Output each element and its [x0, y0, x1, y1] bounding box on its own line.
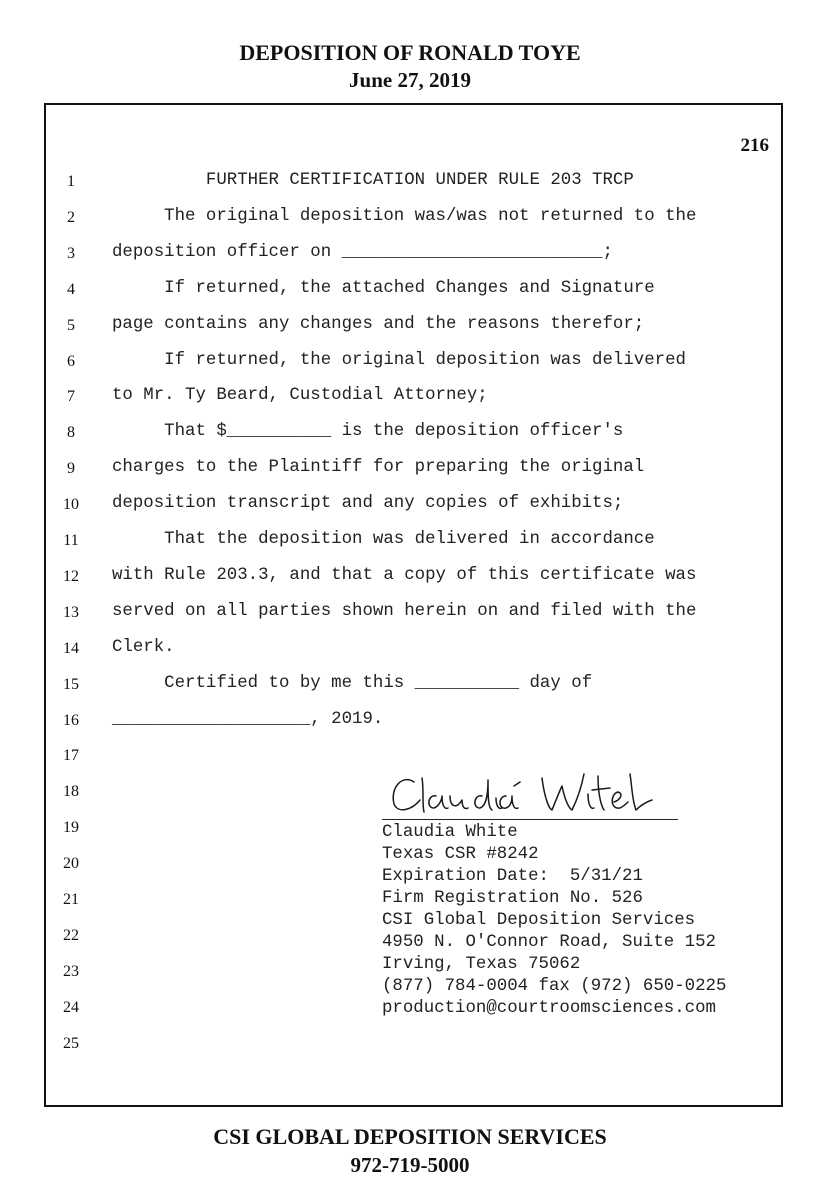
line-number: 23: [63, 963, 79, 980]
handwritten-signature: [384, 760, 684, 824]
line-number: 5: [67, 317, 75, 334]
firm-address-line-1: 4950 N. O'Connor Road, Suite 152: [382, 933, 716, 952]
line-number: 17: [63, 747, 79, 764]
transcript-line-text: page contains any changes and the reasons therefor;: [112, 315, 645, 334]
firm-registration: Firm Registration No. 526: [382, 889, 643, 908]
transcript-line-text: Certified to by me this __________ day of: [112, 674, 593, 693]
page-number: 216: [740, 135, 769, 156]
transcript-line-text: The original deposition was/was not returned to the: [112, 207, 697, 226]
transcript-line-text: That $__________ is the deposition officer's: [112, 422, 624, 441]
transcript-line-text: deposition transcript and any copies of exhibits;: [112, 494, 624, 513]
transcript-page-frame: [44, 103, 783, 1107]
line-number: 16: [63, 712, 79, 729]
line-number: 22: [63, 927, 79, 944]
transcript-line-text: charges to the Plaintiff for preparing the original: [112, 458, 645, 477]
reporter-name: Claudia White: [382, 823, 518, 842]
line-number: 6: [67, 353, 75, 370]
line-number: 21: [63, 891, 79, 908]
line-number: 13: [63, 604, 79, 621]
transcript-line-text: deposition officer on _________________________;: [112, 243, 613, 262]
line-number: 15: [63, 676, 79, 693]
footer-phone: 972-719-5000: [350, 1153, 470, 1177]
reporter-license: Texas CSR #8242: [382, 845, 539, 864]
transcript-line-text: If returned, the original deposition was delivered: [112, 351, 686, 370]
line-number: 3: [67, 245, 75, 262]
line-number: 7: [67, 388, 75, 405]
line-number: 18: [63, 783, 79, 800]
line-number: 10: [63, 496, 79, 513]
line-number: 9: [67, 460, 75, 477]
deposition-date: June 27, 2019: [349, 68, 471, 92]
line-number: 24: [63, 999, 79, 1016]
firm-address-line-2: Irving, Texas 75062: [382, 955, 581, 974]
line-number: 11: [63, 532, 79, 549]
deposition-title: DEPOSITION OF RONALD TOYE: [239, 40, 581, 65]
signature-line: [382, 819, 678, 820]
line-number: 2: [67, 209, 75, 226]
transcript-line-text: That the deposition was delivered in accordance: [112, 530, 655, 549]
firm-email: production@courtroomsciences.com: [382, 999, 716, 1018]
line-number: 1: [67, 173, 75, 190]
line-number: 19: [63, 819, 79, 836]
line-number: 8: [67, 424, 75, 441]
line-number: 20: [63, 855, 79, 872]
line-number: 25: [63, 1035, 79, 1052]
license-expiration: Expiration Date: 5/31/21: [382, 867, 643, 886]
transcript-line-text: with Rule 203.3, and that a copy of this certificate was: [112, 566, 697, 585]
line-number: 12: [63, 568, 79, 585]
footer-company: CSI GLOBAL DEPOSITION SERVICES: [213, 1124, 607, 1149]
transcript-line-text: served on all parties shown herein on and filed with the: [112, 602, 697, 621]
transcript-line-text: FURTHER CERTIFICATION UNDER RULE 203 TRCP: [112, 171, 634, 190]
transcript-line-text: If returned, the attached Changes and Signature: [112, 279, 655, 298]
transcript-line-text: ___________________, 2019.: [112, 710, 384, 729]
transcript-line-text: Clerk.: [112, 638, 175, 657]
line-number: 14: [63, 640, 79, 657]
firm-phone-fax: (877) 784-0004 fax (972) 650-0225: [382, 977, 727, 996]
line-number: 4: [67, 281, 75, 298]
firm-name: CSI Global Deposition Services: [382, 911, 696, 930]
transcript-line-text: to Mr. Ty Beard, Custodial Attorney;: [112, 386, 488, 405]
